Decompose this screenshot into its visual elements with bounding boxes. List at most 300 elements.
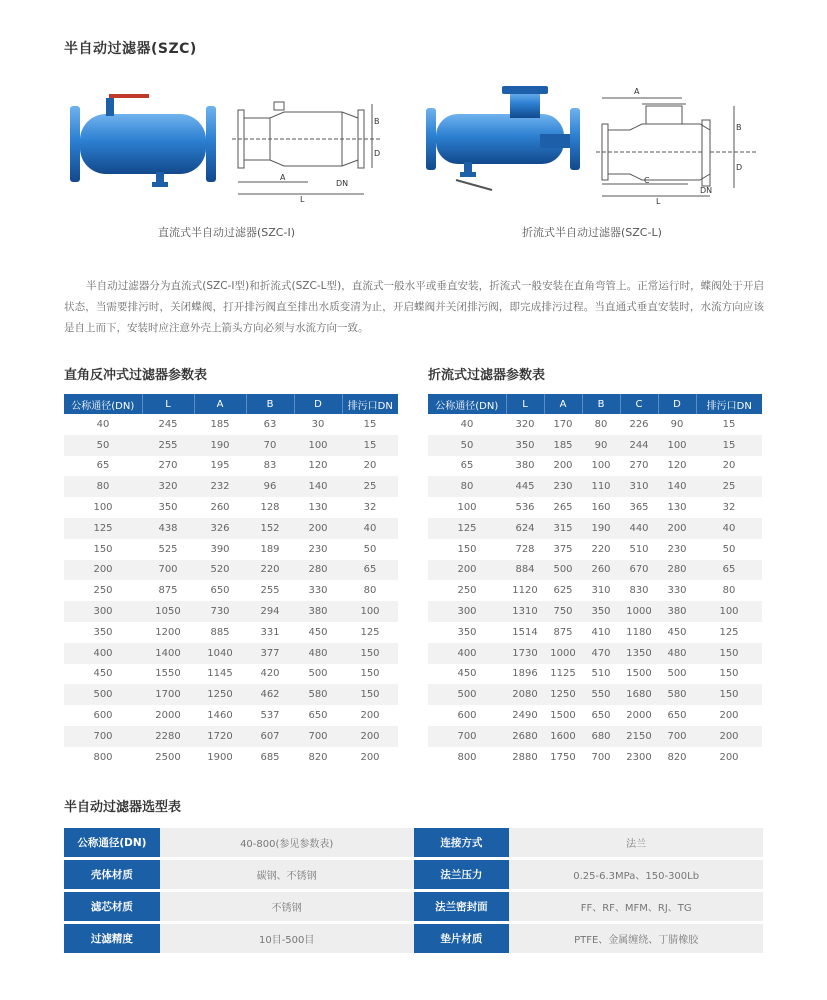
table-cell: 462 — [246, 684, 294, 705]
selection-table — [64, 828, 763, 956]
table-cell: 100 — [294, 435, 342, 456]
table-row — [428, 518, 762, 539]
table-cell: 670 — [620, 560, 658, 581]
table-cell: 390 — [210, 543, 230, 555]
table-cell: 140 — [294, 476, 342, 497]
table-cell: 300 — [64, 601, 142, 622]
table-cell: 20 — [722, 460, 736, 472]
table-cell: 50 — [722, 543, 736, 555]
table-cell: 90 — [670, 418, 684, 430]
table-cell: 750 — [544, 601, 582, 622]
selection-title: 半自动过滤器选型表 — [64, 800, 182, 815]
table-cell: 625 — [553, 585, 573, 597]
dim-dn-label: DN — [336, 179, 349, 188]
table-cell: 680 — [582, 726, 620, 747]
table-cell: 150 — [457, 543, 477, 555]
table-cell: 100 — [457, 502, 477, 514]
table-cell: 500 — [64, 684, 142, 705]
table-cell: 310 — [620, 476, 658, 497]
table-cell: 1250 — [194, 684, 246, 705]
selection-label: 连接方式 — [414, 828, 510, 857]
dim-b2-label: B — [736, 123, 742, 132]
table-cell: 2880 — [512, 751, 538, 763]
table-cell: 650 — [667, 710, 687, 722]
table-cell: 885 — [210, 626, 230, 638]
table-row — [64, 705, 398, 726]
intro-paragraph: 半自动过滤器分为直流式(SZC-I型)和折流式(SZC-L型)，直流式一般水平或垂直安装，折流式一般安装在直角弯管上。正常运行时，蝶阀处于开启状态，当需要排污时，关闭蝶阀，打开排污阀直至排出水质变清为止，开启蝶阀并关闭排污阀，即完成排污过程。当直通式垂直安装时，水流方向应该是自上而下，安装时应注意外壳上箭头方向必须与水流方向一致。 — [64, 280, 764, 334]
table-cell: 125 — [428, 518, 506, 539]
table-cell: 230 — [308, 543, 328, 555]
table-cell: 537 — [260, 710, 280, 722]
table-cell: 150 — [342, 684, 398, 705]
table-row — [64, 726, 398, 747]
table-cell: 350 — [582, 601, 620, 622]
table-cell: 580 — [658, 684, 696, 705]
selection-label: 壳体材质 — [64, 860, 160, 889]
table-cell: 1000 — [620, 601, 658, 622]
table-row — [64, 601, 398, 622]
table-cell: 20 — [363, 460, 377, 472]
table-cell: 1125 — [550, 668, 576, 680]
table-cell: 130 — [667, 502, 687, 514]
table-cell: 420 — [260, 668, 280, 680]
table-cell: 232 — [194, 476, 246, 497]
table-cell: 1514 — [512, 626, 538, 638]
table1-title: 直角反冲式过滤器参数表 — [64, 368, 208, 383]
table-row — [428, 476, 762, 497]
table-cell: 440 — [620, 518, 658, 539]
table-cell: 800 — [457, 751, 477, 763]
table-cell: 260 — [582, 560, 620, 581]
dim-dn2-label: DN — [700, 186, 713, 195]
table-row — [64, 560, 398, 581]
table-cell: 1040 — [194, 643, 246, 664]
table-cell: 63 — [263, 418, 277, 430]
table-row — [428, 684, 762, 705]
table-cell: 480 — [658, 643, 696, 664]
table-cell: 1460 — [207, 710, 233, 722]
table-cell: 400 — [64, 643, 142, 664]
table-cell: 100 — [342, 601, 398, 622]
selection-row — [64, 860, 763, 889]
table-cell: 226 — [629, 418, 649, 430]
table-row — [428, 435, 762, 456]
table-cell: 820 — [308, 751, 328, 763]
table-cell: 310 — [591, 585, 611, 597]
table-cell: 80 — [64, 476, 142, 497]
selection-value: 不锈钢 — [160, 892, 414, 921]
table-row — [428, 497, 762, 518]
table-cell: 1310 — [506, 601, 544, 622]
dim-l-label: L — [300, 195, 305, 204]
szc-l-photo — [420, 82, 590, 194]
table-row — [428, 726, 762, 747]
table-cell: 65 — [696, 560, 762, 581]
table-cell: 2000 — [626, 710, 652, 722]
table-row — [428, 664, 762, 685]
dim-c-label: C — [644, 176, 650, 185]
table-cell: 15 — [696, 435, 762, 456]
selection-label: 公称通径(DN) — [64, 828, 160, 857]
table-cell: 700 — [658, 726, 696, 747]
table-cell: 2280 — [142, 726, 194, 747]
table-cell: 50 — [64, 435, 142, 456]
table-row — [428, 456, 762, 477]
table-cell: 1050 — [142, 601, 194, 622]
table-cell: 150 — [719, 668, 739, 680]
table-cell: 200 — [719, 710, 739, 722]
table-cell: 700 — [142, 560, 194, 581]
table-cell: 480 — [294, 643, 342, 664]
table-cell: 40 — [342, 518, 398, 539]
table-cell: 800 — [93, 751, 113, 763]
dim-a-label: A — [280, 173, 286, 182]
selection-value: PTFE、金属缠绕、丁腈橡胶 — [509, 924, 763, 953]
table-row — [428, 539, 762, 560]
table-row — [428, 622, 762, 643]
selection-label: 法兰压力 — [414, 860, 510, 889]
table-cell: 685 — [260, 751, 280, 763]
table-cell: 2680 — [506, 726, 544, 747]
angle-backflush-param-table — [64, 394, 398, 768]
table-cell: 470 — [582, 643, 620, 664]
table-cell: 125 — [360, 626, 380, 638]
table-cell: 32 — [722, 502, 736, 514]
table-cell: 70 — [246, 435, 294, 456]
table-cell: 875 — [158, 585, 178, 597]
table-row — [64, 518, 398, 539]
table-cell: 140 — [658, 476, 696, 497]
table-cell: 728 — [515, 543, 535, 555]
table-cell: 1250 — [544, 684, 582, 705]
table-cell: 255 — [142, 435, 194, 456]
table-cell: 1730 — [506, 643, 544, 664]
table-cell: 294 — [246, 601, 294, 622]
table-cell: 100 — [658, 435, 696, 456]
column-header: B — [246, 394, 294, 414]
table-cell: 320 — [142, 476, 194, 497]
table-cell: 730 — [194, 601, 246, 622]
table-row — [428, 560, 762, 581]
dim-b-label: B — [374, 117, 380, 126]
table-row — [64, 664, 398, 685]
table-cell: 700 — [428, 726, 506, 747]
table-cell: 700 — [294, 726, 342, 747]
table-cell: 200 — [719, 751, 739, 763]
column-header: B — [582, 394, 620, 414]
table-cell: 525 — [158, 543, 178, 555]
table-cell: 330 — [308, 585, 328, 597]
table-cell: 1896 — [512, 668, 538, 680]
table-cell: 2300 — [626, 751, 652, 763]
table-cell: 160 — [591, 502, 611, 514]
table-cell: 200 — [360, 710, 380, 722]
table-cell: 50 — [363, 543, 377, 555]
table-cell: 1550 — [155, 668, 181, 680]
table-cell: 450 — [93, 668, 113, 680]
table-cell: 280 — [658, 560, 696, 581]
table-cell: 2490 — [512, 710, 538, 722]
table-cell: 152 — [246, 518, 294, 539]
table-row — [428, 705, 762, 726]
table-cell: 190 — [582, 518, 620, 539]
table-cell: 40 — [460, 418, 474, 430]
table-cell: 65 — [460, 460, 474, 472]
table-cell: 265 — [553, 502, 573, 514]
table-cell: 410 — [591, 626, 611, 638]
table-cell: 1600 — [544, 726, 582, 747]
selection-label: 垫片材质 — [414, 924, 510, 953]
table-cell: 600 — [93, 710, 113, 722]
szc-i-photo — [62, 92, 224, 192]
table-cell: 1350 — [620, 643, 658, 664]
column-header: 排污口DN — [342, 394, 398, 414]
table-cell: 125 — [64, 518, 142, 539]
table-header-row — [64, 394, 398, 414]
table-cell: 25 — [342, 476, 398, 497]
table-cell: 300 — [428, 601, 506, 622]
table-cell: 320 — [515, 418, 535, 430]
table-cell: 315 — [544, 518, 582, 539]
selection-label: 滤芯材质 — [64, 892, 160, 921]
table-cell: 500 — [544, 560, 582, 581]
table-cell: 650 — [308, 710, 328, 722]
table-cell: 445 — [506, 476, 544, 497]
table-cell: 250 — [457, 585, 477, 597]
table-cell: 365 — [629, 502, 649, 514]
table-cell: 120 — [308, 460, 328, 472]
table-cell: 255 — [260, 585, 280, 597]
table-cell: 350 — [457, 626, 477, 638]
selection-value: 碳钢、不锈钢 — [160, 860, 414, 889]
table-cell: 185 — [544, 435, 582, 456]
table-cell: 450 — [457, 668, 477, 680]
table-cell: 536 — [515, 502, 535, 514]
table-cell: 40 — [696, 518, 762, 539]
table-cell: 200 — [658, 518, 696, 539]
selection-value: 0.25-6.3MPa、150-300Lb — [509, 860, 763, 889]
table-cell: 607 — [246, 726, 294, 747]
table-cell: 875 — [553, 626, 573, 638]
table-cell: 100 — [696, 601, 762, 622]
table-cell: 185 — [210, 418, 230, 430]
table-cell: 830 — [629, 585, 649, 597]
table-row — [64, 539, 398, 560]
table-cell: 650 — [210, 585, 230, 597]
table-cell: 270 — [158, 460, 178, 472]
table-cell: 150 — [360, 668, 380, 680]
table-cell: 700 — [591, 751, 611, 763]
table-cell: 1500 — [550, 710, 576, 722]
table-cell: 80 — [363, 585, 377, 597]
table-row — [64, 684, 398, 705]
table-cell: 510 — [591, 668, 611, 680]
table-cell: 820 — [667, 751, 687, 763]
table-row — [428, 580, 762, 601]
table-cell: 150 — [93, 543, 113, 555]
table-cell: 15 — [342, 435, 398, 456]
table-row — [64, 580, 398, 601]
table-cell: 330 — [667, 585, 687, 597]
table-cell: 520 — [194, 560, 246, 581]
selection-row — [64, 924, 763, 953]
column-header: 排污口DN — [696, 394, 762, 414]
table-cell: 90 — [582, 435, 620, 456]
table-cell: 1000 — [544, 643, 582, 664]
table-cell: 100 — [591, 460, 611, 472]
table-cell: 200 — [342, 726, 398, 747]
column-header: L — [506, 394, 544, 414]
table-cell: 80 — [428, 476, 506, 497]
table-cell: 80 — [594, 418, 608, 430]
table-cell: 50 — [428, 435, 506, 456]
table-cell: 200 — [553, 460, 573, 472]
table-row — [428, 414, 762, 435]
column-header: 公称通径(DN) — [428, 394, 506, 414]
table-cell: 100 — [93, 502, 113, 514]
table-cell: 326 — [194, 518, 246, 539]
table-cell: 1200 — [155, 626, 181, 638]
table-cell: 200 — [294, 518, 342, 539]
table-cell: 280 — [294, 560, 342, 581]
table-cell: 230 — [544, 476, 582, 497]
table-cell: 150 — [696, 684, 762, 705]
table-cell: 260 — [210, 502, 230, 514]
table-cell: 83 — [263, 460, 277, 472]
table-cell: 450 — [667, 626, 687, 638]
selection-value: FF、RF、MFM、RJ、TG — [509, 892, 763, 921]
table-cell: 80 — [722, 585, 736, 597]
table-cell: 230 — [667, 543, 687, 555]
column-header: A — [194, 394, 246, 414]
table-cell: 1400 — [142, 643, 194, 664]
table-cell: 1750 — [550, 751, 576, 763]
table-cell: 1900 — [207, 751, 233, 763]
table-cell: 650 — [591, 710, 611, 722]
dim-a2-label: A — [634, 87, 640, 96]
column-header: A — [544, 394, 582, 414]
table-cell: 1500 — [626, 668, 652, 680]
selection-row — [64, 828, 763, 857]
table-row — [428, 643, 762, 664]
table-row — [64, 414, 398, 435]
table-cell: 270 — [629, 460, 649, 472]
table-cell: 884 — [506, 560, 544, 581]
table-cell: 380 — [658, 601, 696, 622]
table-cell: 220 — [246, 560, 294, 581]
table-row — [64, 497, 398, 518]
column-header: C — [620, 394, 658, 414]
table-cell: 200 — [428, 560, 506, 581]
table-cell: 400 — [428, 643, 506, 664]
selection-value: 10目-500目 — [160, 924, 414, 953]
table-row — [428, 747, 762, 768]
table-cell: 2500 — [155, 751, 181, 763]
table-cell: 1680 — [620, 684, 658, 705]
table-cell: 510 — [629, 543, 649, 555]
table-cell: 580 — [294, 684, 342, 705]
table-cell: 40 — [96, 418, 110, 430]
table-cell: 25 — [696, 476, 762, 497]
table-cell: 65 — [96, 460, 110, 472]
table-cell: 250 — [93, 585, 113, 597]
table-cell: 30 — [311, 418, 325, 430]
table2-title: 折流式过滤器参数表 — [428, 368, 546, 383]
table-cell: 130 — [308, 502, 328, 514]
table-cell: 125 — [719, 626, 739, 638]
table-cell: 195 — [210, 460, 230, 472]
table-row — [64, 622, 398, 643]
column-header: D — [658, 394, 696, 414]
angle-flow-param-table — [428, 394, 762, 768]
szc-l-drawing — [596, 84, 760, 204]
selection-value: 40-800(参见参数表) — [160, 828, 414, 857]
table-cell: 170 — [553, 418, 573, 430]
caption-szc-l: 折流式半自动过滤器(SZC-L) — [522, 226, 662, 239]
table-cell: 500 — [308, 668, 328, 680]
table-row — [64, 747, 398, 768]
table-cell: 377 — [246, 643, 294, 664]
table-cell: 1700 — [142, 684, 194, 705]
table-cell: 2150 — [620, 726, 658, 747]
table-cell: 350 — [158, 502, 178, 514]
table-cell: 550 — [582, 684, 620, 705]
table-cell: 2080 — [506, 684, 544, 705]
table-cell: 350 — [93, 626, 113, 638]
table-cell: 600 — [457, 710, 477, 722]
table-cell: 1720 — [194, 726, 246, 747]
selection-row — [64, 892, 763, 921]
table-cell: 120 — [667, 460, 687, 472]
table-cell: 1145 — [207, 668, 233, 680]
table-cell: 32 — [363, 502, 377, 514]
table-cell: 244 — [620, 435, 658, 456]
table-cell: 200 — [64, 560, 142, 581]
table-cell: 331 — [260, 626, 280, 638]
table-cell: 15 — [363, 418, 377, 430]
table-cell: 189 — [260, 543, 280, 555]
table-cell: 245 — [158, 418, 178, 430]
selection-label: 过滤精度 — [64, 924, 160, 953]
dim-d2-label: D — [736, 163, 743, 172]
table-cell: 350 — [506, 435, 544, 456]
table-cell: 190 — [194, 435, 246, 456]
table-cell: 380 — [515, 460, 535, 472]
table-cell: 128 — [260, 502, 280, 514]
table-cell: 500 — [667, 668, 687, 680]
table-cell: 1120 — [512, 585, 538, 597]
table-cell: 150 — [342, 643, 398, 664]
table-cell: 65 — [342, 560, 398, 581]
dim-d-label: D — [374, 149, 381, 158]
table-cell: 110 — [582, 476, 620, 497]
column-header: L — [142, 394, 194, 414]
column-header: D — [294, 394, 342, 414]
caption-szc-i: 直流式半自动过滤器(SZC-I) — [158, 226, 295, 239]
table-cell: 200 — [696, 726, 762, 747]
table-cell: 375 — [553, 543, 573, 555]
table-row — [64, 476, 398, 497]
selection-value: 法兰 — [509, 828, 763, 857]
table-row — [64, 456, 398, 477]
table-row — [64, 435, 398, 456]
page-title: 半自动过滤器(SZC) — [64, 41, 197, 57]
table-cell: 700 — [64, 726, 142, 747]
table-cell: 220 — [591, 543, 611, 555]
column-header: 公称通径(DN) — [64, 394, 142, 414]
table-row — [64, 643, 398, 664]
dim-l2-label: L — [656, 197, 661, 204]
